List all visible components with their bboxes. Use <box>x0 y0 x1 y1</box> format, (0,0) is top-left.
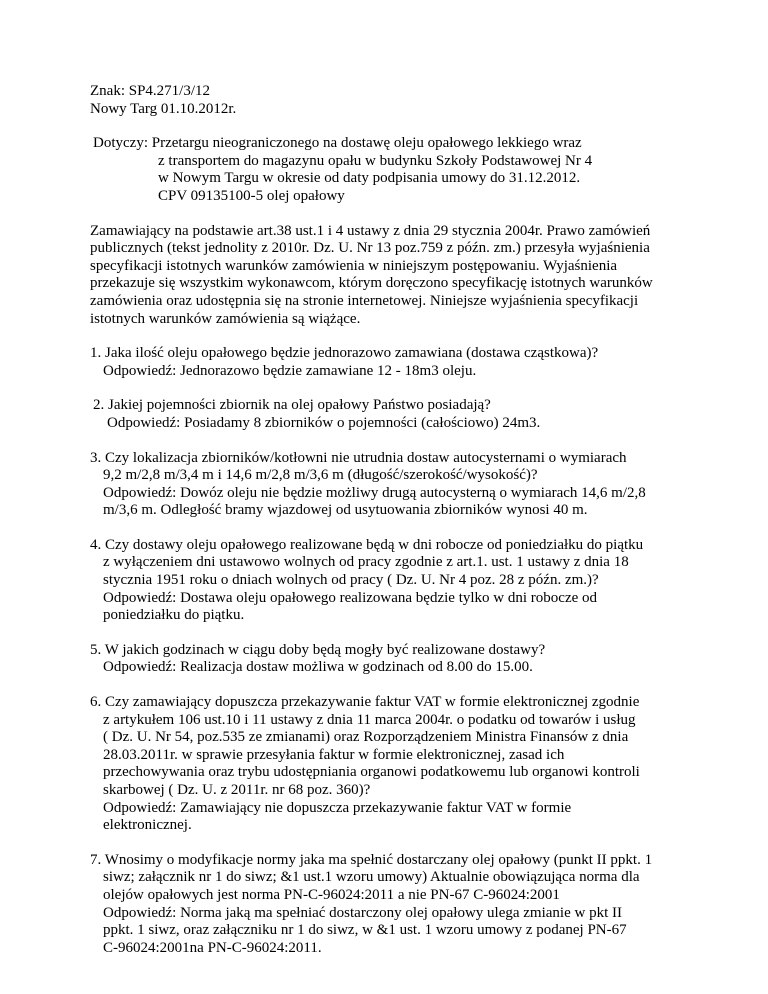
question-5 <box>90 642 690 677</box>
question-4 <box>90 537 690 625</box>
answer-text: Odpowiedź: Norma jaką ma spełniać dostarczony olej opałowy ulega zmianie w pkt II <box>103 904 622 921</box>
reference-sign: Znak: SP4.271/3/12 <box>90 83 211 99</box>
question-3 <box>90 450 690 520</box>
intro-paragraph <box>90 223 690 329</box>
answer-text: C-96024:2001na PN-C-96024:2011. <box>103 939 322 956</box>
answer-text: Odpowiedź: Dowóz oleju nie będzie możliwy drugą autocysterną o wymiarach 14,6 m/2,8 <box>103 484 646 501</box>
answer-text: elektronicznej. <box>103 817 192 834</box>
document-page <box>90 83 690 957</box>
question-text: 5. W jakich godzinach w ciągu doby będą mogły być realizowane dostawy? <box>90 641 546 658</box>
question-text: siwz; załącznik nr 1 do siwz; &1 ust.1 wzoru umowy) Aktualnie obowiązująca norma dla <box>103 869 640 886</box>
answer-text: Odpowiedź: Dostawa oleju opałowego realizowana będzie tylko w dni robocze od <box>103 589 598 606</box>
intro-line: istotnych warunków zamówienia są wiążące. <box>90 310 361 327</box>
answer-text: Odpowiedź: Realizacja dostaw możliwa w godzinach od 8.00 do 15.00. <box>103 659 533 676</box>
question-text: 1. Jaka ilość oleju opałowego będzie jednorazowo zamawiana (dostawa cząstkowa)? <box>90 345 599 362</box>
question-7 <box>90 852 690 958</box>
intro-line: Zamawiający na podstawie art.38 ust.1 i 4 ustawy z dnia 29 stycznia 2004r. Prawo zamówień <box>90 222 651 239</box>
answer-text: poniedziałku do piątku. <box>103 607 245 624</box>
place-and-date: Nowy Targ 01.10.2012r. <box>90 100 237 117</box>
intro-line: specyfikacji istotnych warunków zamówienia w niniejszym postępowaniu. Wyjaśnienia <box>90 257 618 274</box>
intro-line: zamówienia oraz udostępnia się na stronie internetowej. Niniejsze wyjaśnienia specyfikacji <box>90 292 639 309</box>
question-text: 3. Czy lokalizacja zbiorników/kotłowni nie utrudnia dostaw autocysternami o wymiarach <box>90 449 627 466</box>
question-2 <box>90 397 690 432</box>
subject-line: Dotyczy: Przetargu nieograniczonego na dostawę oleju opałowego lekkiego wraz <box>93 135 582 152</box>
subject-line: w Nowym Targu w okresie od daty podpisania umowy do 31.12.2012. <box>158 170 581 187</box>
question-text: 4. Czy dostawy oleju opałowego realizowane będą w dni robocze od poniedziałku do piątku <box>90 536 644 553</box>
question-text: 2. Jakiej pojemności zbiornik na olej opałowy Państwo posiadają? <box>93 397 491 414</box>
question-text: stycznia 1951 roku o dniach wolnych od pracy ( Dz. U. Nr 4 poz. 28 z późn. zm.)? <box>103 572 599 589</box>
subject-block <box>90 135 690 205</box>
question-text: ( Dz. U. Nr 54, poz.535 ze zmianami) oraz Rozporządzeniem Ministra Finansów z dnia <box>103 729 629 746</box>
question-text: 6. Czy zamawiający dopuszcza przekazywanie faktur VAT w formie elektronicznej zgodnie <box>90 694 640 711</box>
answer-text: Odpowiedź: Zamawiający nie dopuszcza przekazywanie faktur VAT w formie <box>103 799 572 816</box>
intro-line: przekazuje się wszystkim wykonawcom, którym doręczono specyfikację istotnych warunków <box>90 275 653 292</box>
intro-line: publicznych (tekst jednolity z 2010r. Dz. U. Nr 13 poz.759 z późn. zm.) przesyła wyjaśnienia <box>90 240 650 257</box>
question-text: skarbowej ( Dz. U. z 2011r. nr 68 poz. 360)? <box>103 782 371 798</box>
question-1 <box>90 345 690 380</box>
question-text: z artykułem 106 ust.10 i 11 ustawy z dnia 11 marca 2004r. o podatku od towarów i usług <box>103 711 636 728</box>
document-header <box>90 83 690 118</box>
answer-text: m/3,6 m. Odległość bramy wjazdowej od usytuowania zbiorników wynosi 40 m. <box>103 502 588 519</box>
answer-text: Odpowiedź: Jednorazowo będzie zamawiane 12 - 18m3 oleju. <box>103 362 477 379</box>
answer-text: Odpowiedź: Posiadamy 8 zbiorników o pojemności (całościowo) 24m3. <box>107 414 541 431</box>
question-text: 9,2 m/2,8 m/3,4 m i 14,6 m/2,8 m/3,6 m (długość/szerokość/wysokość)? <box>103 467 538 484</box>
subject-line: CPV 09135100-5 olej opałowy <box>158 187 345 204</box>
answer-text: ppkt. 1 siwz, oraz załączniku nr 1 do siwz, w &1 ust. 1 wzoru umowy z podanej PN-67 <box>103 922 627 939</box>
question-text: przechowywania oraz trybu udostępniania organowi podatkowemu lub organowi kontroli <box>103 764 640 781</box>
subject-line: z transportem do magazynu opału w budynku Szkoły Podstawowej Nr 4 <box>158 152 593 169</box>
question-6 <box>90 694 690 835</box>
question-text: z wyłączeniem dni ustawowo wolnych od pracy zgodnie z art.1. ust. 1 ustawy z dnia 18 <box>103 554 629 571</box>
question-text: olejów opałowych jest norma PN-C-96024:2011 a nie PN-67 C-96024:2001 <box>103 886 560 903</box>
question-text: 7. Wnosimy o modyfikacje normy jaka ma spełnić dostarczany olej opałowy (punkt II ppkt. 1 <box>90 851 653 868</box>
question-text: 28.03.2011r. w sprawie przesyłania faktur w formie elektronicznej, zasad ich <box>103 746 565 763</box>
